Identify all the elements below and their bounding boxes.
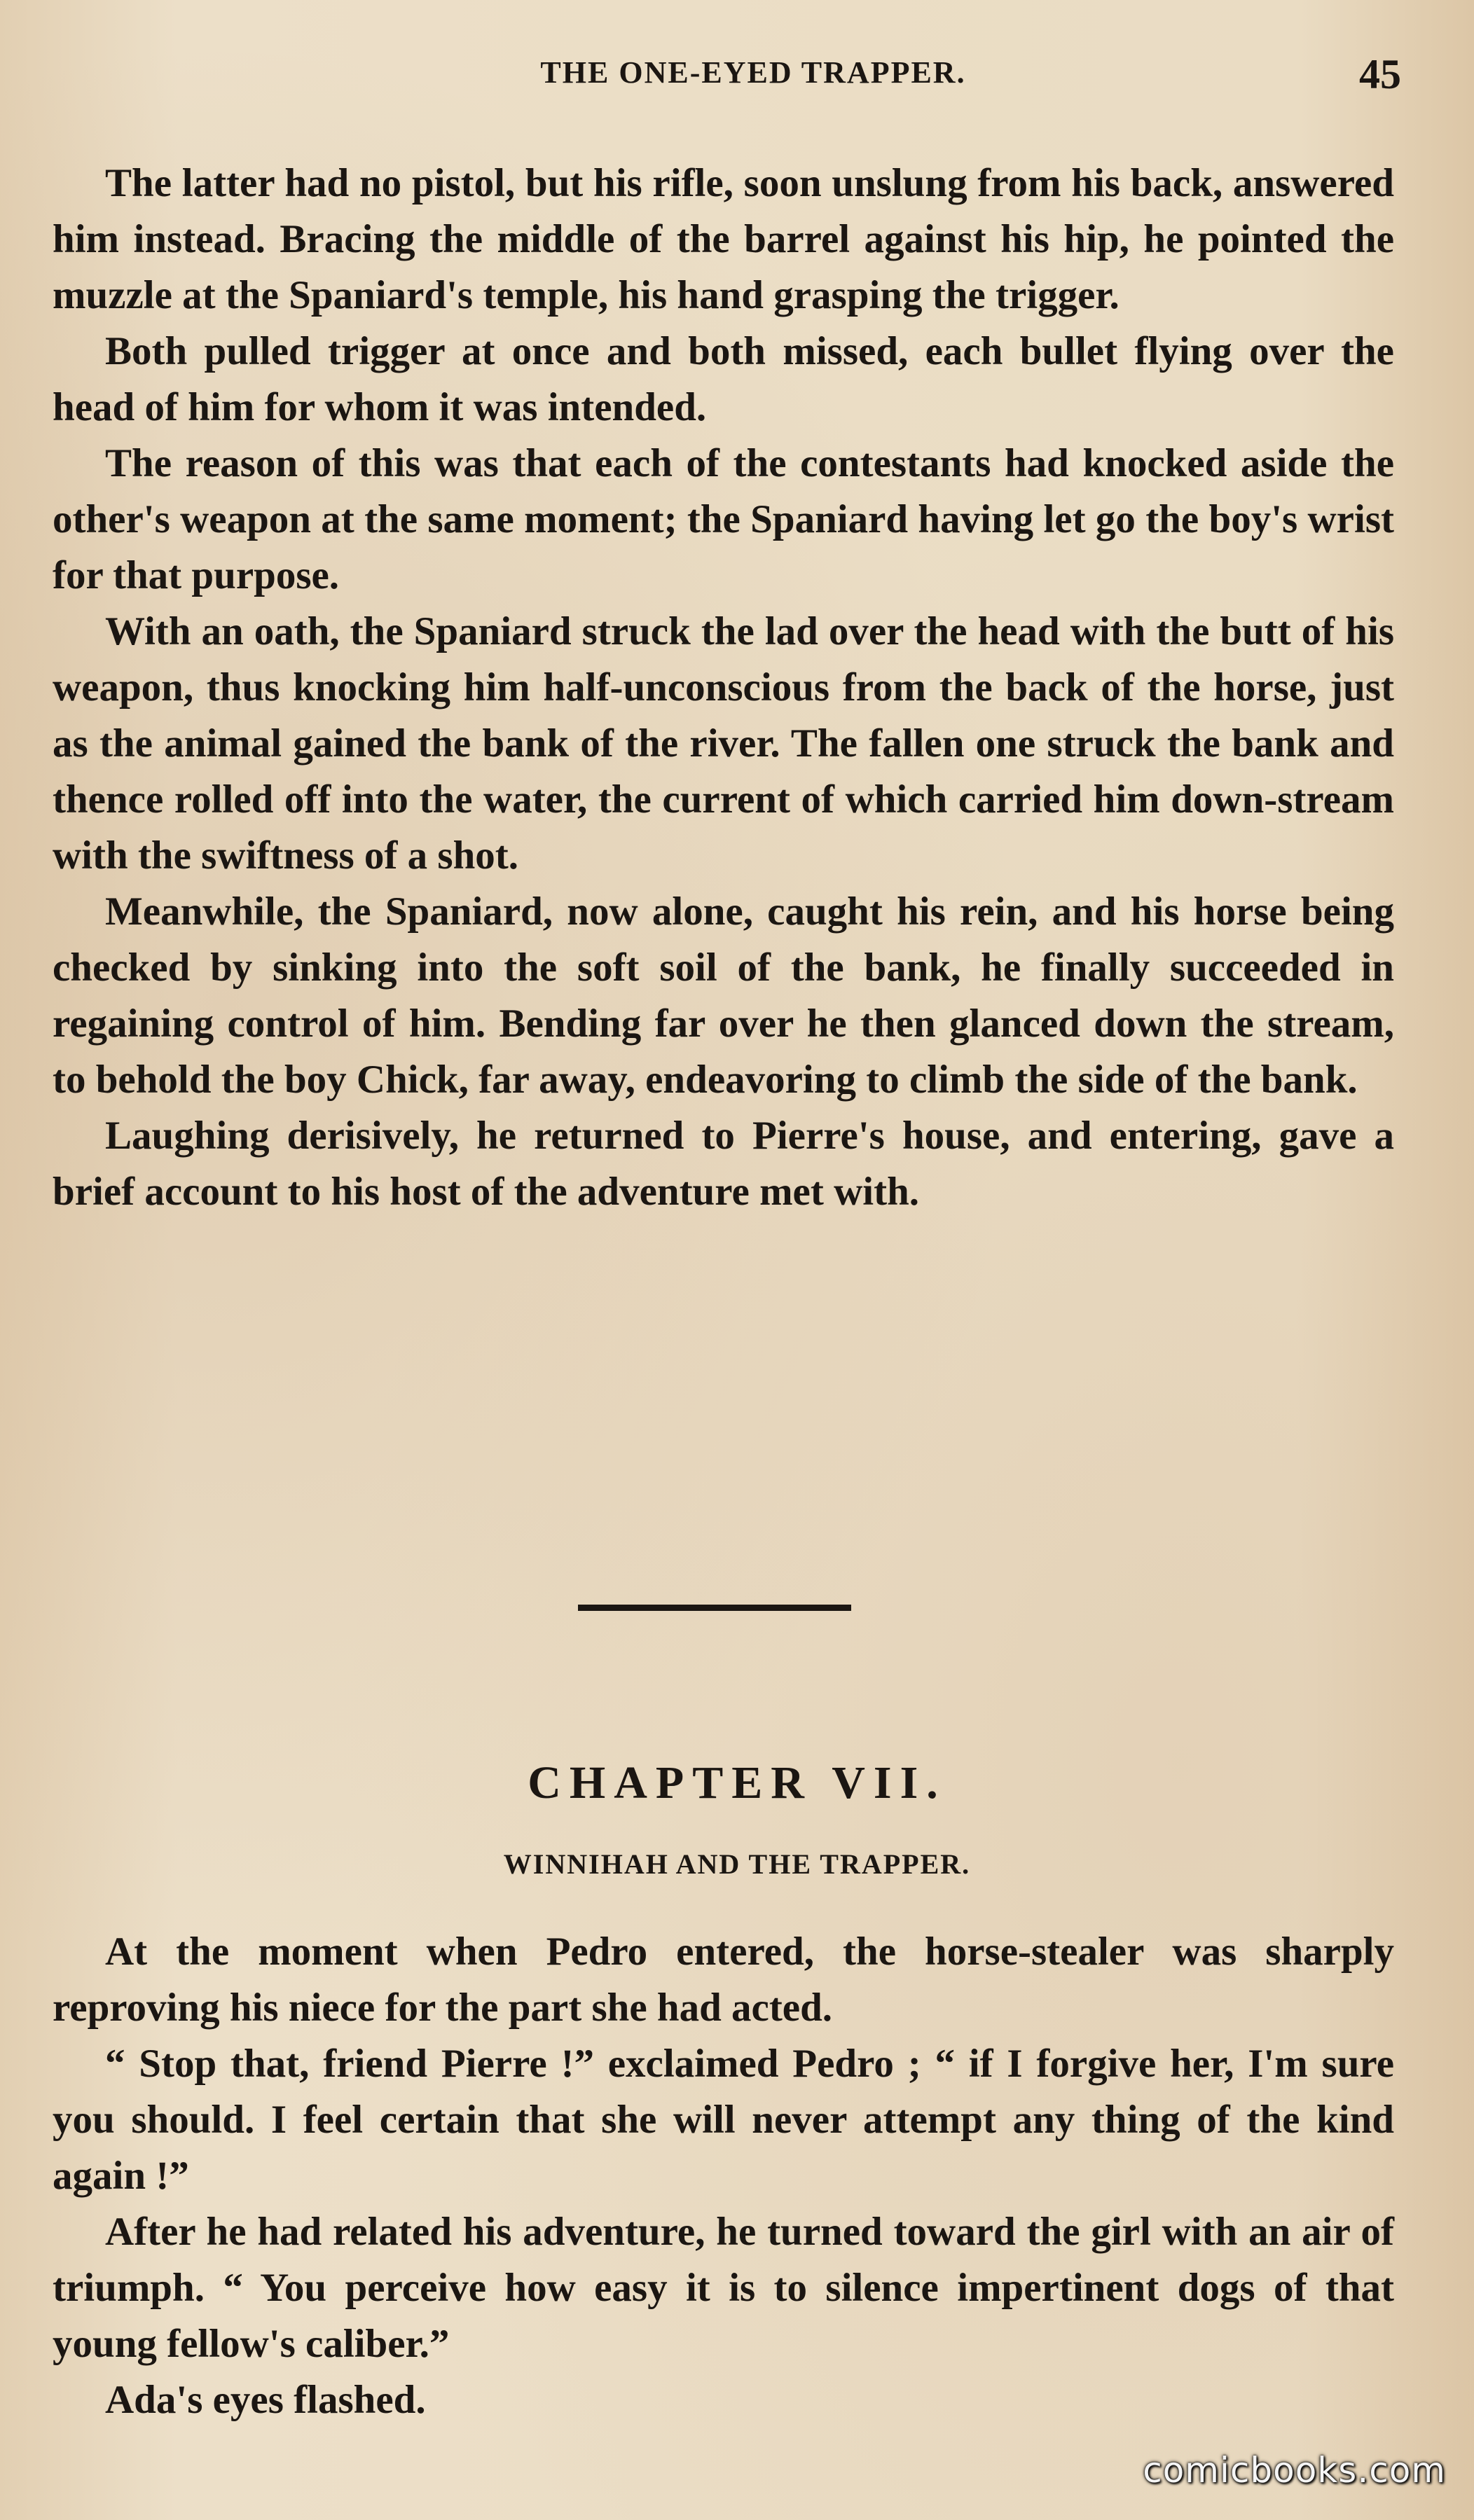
running-title: THE ONE-EYED TRAPPER. xyxy=(540,55,966,90)
chapter-text xyxy=(53,1924,1394,2428)
paragraph: Both pulled trigger at once and both missed, each bullet flying over the head of him for whom it was intended. xyxy=(53,329,1394,429)
paragraph: After he had related his adventure, he turned toward the girl with an air of triumph. “ You perceive how easy it is to silence impertinent dogs of that young fellow's caliber.” xyxy=(53,2210,1394,2366)
watermark: comicbooks.com xyxy=(1143,2450,1446,2491)
chapter-title: CHAPTER VII. xyxy=(528,1757,946,1808)
paragraph: With an oath, the Spaniard struck the lad over the head with the butt of his weapon, thus knocking him half-unconscious from the back of the horse, just as the animal gained the bank of the river. The fallen one struck the bank and thence rolled off into the water, the current of which carried him down-stream with the swiftness of a shot. xyxy=(53,609,1394,878)
paragraph: Meanwhile, the Spaniard, now alone, caught his rein, and his horse being checked by sinking into the soft soil of the bank, he finally succeeded in regaining control of him. Bending far over he then glanced down the stream, to behold the boy Chick, far away, endeavoring to climb the side of the bank. xyxy=(53,889,1394,1102)
section-divider xyxy=(578,1605,851,1611)
body-text xyxy=(53,155,1394,1220)
paragraph: “ Stop that, friend Pierre !” exclaimed Pedro ; “ if I forgive her, I'm sure you should. I feel certain that she will never attempt any thing of the kind again !” xyxy=(53,2042,1394,2198)
chapter-subtitle: WINNIHAH AND THE TRAPPER. xyxy=(503,1848,971,1880)
page-number: 45 xyxy=(1359,51,1401,97)
paragraph: The reason of this was that each of the contestants had knocked aside the other's weapon at the same moment; the Spaniard having let go the boy's wrist for that purpose. xyxy=(53,441,1394,597)
paragraph: At the moment when Pedro entered, the horse-stealer was sharply reproving his niece for the part she had acted. xyxy=(53,1930,1394,2030)
running-head xyxy=(105,51,1401,104)
paragraph: Laughing derisively, he returned to Pierre's house, and entering, gave a brief account to his host of the adventure met with. xyxy=(53,1114,1394,1214)
paragraph: The latter had no pistol, but his rifle, soon unslung from his back, answered him instead. Bracing the middle of the barrel against his hip, he pointed the muzzle at the Spaniard's temple, his hand grasping the trigger. xyxy=(53,161,1394,317)
paragraph: Ada's eyes flashed. xyxy=(105,2378,426,2422)
